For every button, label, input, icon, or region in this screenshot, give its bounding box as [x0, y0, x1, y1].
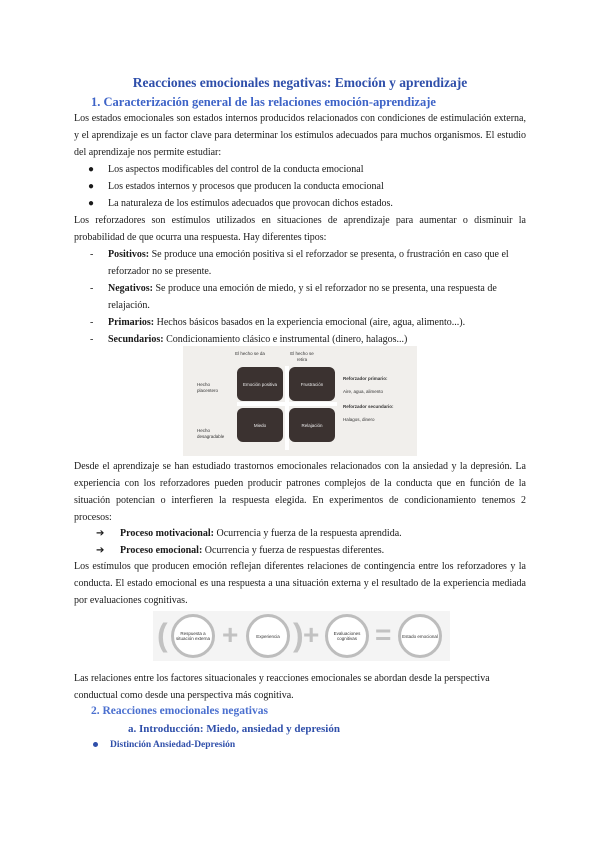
matrix-cell: Relajación — [289, 408, 335, 442]
bullet-icon — [93, 742, 98, 747]
plus-icon: + — [222, 619, 239, 650]
section-1-heading: 1. Caracterización general de las relaciones emoción-aprendizaje — [91, 95, 436, 109]
equals-icon: = — [375, 619, 392, 650]
list-item: ● La naturaleza de los estímulos adecuados que provocan dichos estados. — [74, 195, 526, 212]
list-item: - Primarios: Hechos básicos basados en la experiencia emocional (aire, agua, alimento...). — [90, 317, 466, 328]
arrow-icon: ➔ — [96, 545, 105, 556]
list-item: - Negativos: Se produce una emoción de miedo, y si el reforzador no se presenta, una respuesta de relajación. — [90, 283, 497, 311]
list-item: ● Los aspectos modificables del control de la conducta emocional — [74, 161, 526, 178]
matrix-cell: Emoción positiva — [237, 367, 283, 401]
paragraph-study-text: El estudio del aprendizaje nos permite estudiar: — [74, 130, 527, 158]
equation-item: Evaluaciones cognitivas — [325, 614, 369, 658]
subsection-a-heading: a. Introducción: Miedo, ansiedad y depresión — [128, 723, 340, 735]
study-list — [74, 161, 526, 212]
equation-item: Estado emocional — [398, 614, 442, 658]
equation-item: Respuesta a situación externa — [171, 614, 215, 658]
paragraph-intro-text: Los estados emocionales son estados internos producidos relacionados con condiciones de estimulación externa, y el aprendizaje es un factor clave para determinar los estímulos adecuados para muchos organismos. — [74, 113, 526, 141]
matrix-cell: Miedo — [237, 408, 283, 442]
list-item: ➔ Proceso emocional: Ocurrencia y fuerza de respuestas diferentes. — [74, 542, 526, 559]
list-item: ● Los estados internos y procesos que producen la conducta emocional — [74, 178, 526, 195]
list-item: - Secundarios: Condicionamiento clásico e instrumental (dinero, halagos...) — [90, 334, 408, 345]
bullet-icon: ● — [88, 164, 95, 175]
paragraph-relations: Las relaciones entre los factores situacionales y reacciones emocionales se abordan desde la perspectiva conductual como desde una perspectiva más cognitiva. — [74, 673, 490, 701]
reinforcer-types-list — [74, 246, 526, 348]
list-item: ➔ Proceso motivacional: Ocurrencia y fuerza de la respuesta aprendida. — [74, 525, 526, 542]
paragraph-reinforcers: Los reforzadores son estímulos utilizados en situaciones de aprendizaje para aumentar o disminuir la probabilidad de que ocurra una respuesta. Hay diferentes tipos: — [74, 215, 526, 243]
processes-list — [74, 525, 526, 559]
paragraph-intro — [74, 110, 526, 161]
list-item: - Positivos: Se produce una emoción positiva si el reforzador se presenta, o frustración en caso que el reforzador no se presente. — [90, 249, 509, 277]
emotional-state-equation-figure: ( Respuesta a situación externa + Experiencia ) + Evaluaciones cognitivas = Estado emocional — [153, 611, 450, 661]
reinforcer-matrix-figure: El hecho se da El hecho se retira Hecho placentero Hecho desagradable Emoción positiva Frustración Miedo Relajación Reforzador primario: Aire, agua, alimento Reforzador secundario: Halagos, dinero — [183, 346, 417, 456]
document-title: Reacciones emocionales negativas: Emoción y aprendizaje — [132, 75, 468, 90]
bullet-icon: ● — [88, 198, 95, 209]
paragraph-stimuli: Los estímulos que producen emoción reflejan diferentes relaciones de contingencia entre los reforzadores y la conducta. El estado emocional es una respuesta a una situación externa y el resultado de la experiencia mediada por evaluaciones cognitivas. — [74, 561, 526, 606]
matrix-cell: Frustración — [289, 367, 335, 401]
bullet-icon: ● — [88, 181, 95, 192]
paragraph-disorders: Desde el aprendizaje se han estudiado trastornos emocionales relacionados con la ansiedad y la depresión. La experiencia con los reforzadores pueden producir patrones complejos de la conducta que en función de la situación potencian o interfieren la respuesta elegida. En experimentos de condicionamiento tenemos 2 procesos: — [74, 461, 526, 523]
section-2-heading: 2. Reacciones emocionales negativas — [91, 705, 268, 717]
equation-item: Experiencia — [246, 614, 290, 658]
plus-icon: + — [303, 619, 320, 650]
arrow-icon: ➔ — [96, 528, 105, 539]
subsection-bullet: Distinción Ansiedad-Depresión — [93, 740, 235, 750]
